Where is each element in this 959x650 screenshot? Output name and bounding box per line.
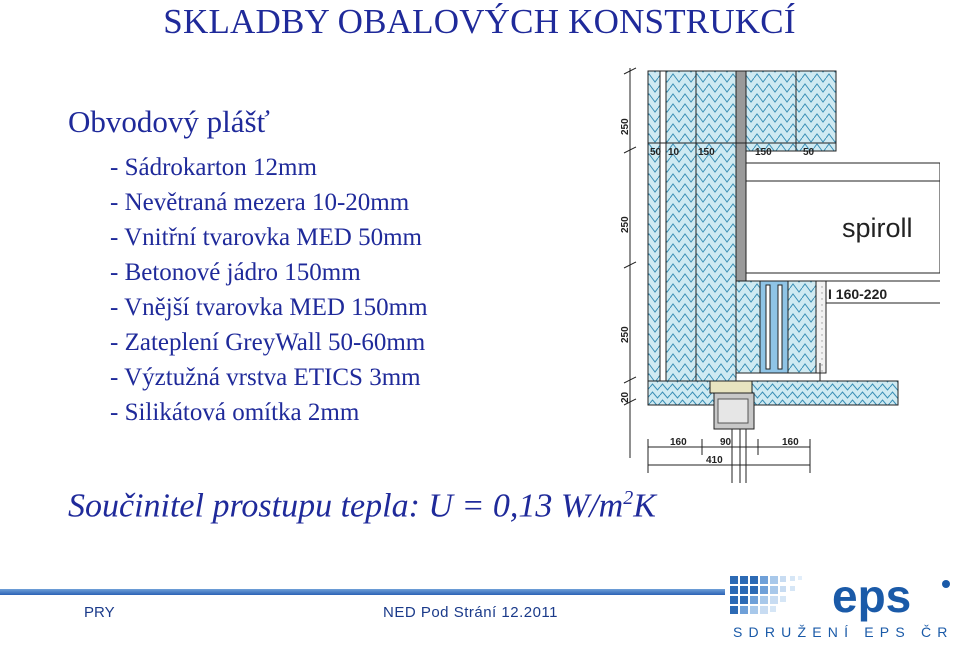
- footer-author: PRY: [84, 604, 115, 621]
- list-item: - Nevětraná mezera 10-20mm: [110, 189, 410, 216]
- list-item: - Výztužná vrstva ETICS 3mm: [110, 364, 421, 391]
- logo-word: eps: [832, 570, 912, 622]
- dim-50a: 50: [650, 147, 662, 158]
- dim-90: 90: [720, 437, 732, 448]
- footer-divider: [0, 589, 725, 595]
- list-item: - Zateplení GreyWall 50-60mm: [110, 329, 426, 356]
- list-item: - Silikátová omítka 2mm: [110, 399, 360, 426]
- dim-10: 10: [668, 147, 680, 158]
- dim-250-mid: 250: [620, 216, 631, 233]
- dim-160a: 160: [670, 437, 687, 448]
- dim-20: 20: [620, 391, 631, 403]
- dim-250-low: 250: [620, 326, 631, 343]
- list-item: - Sádrokarton 12mm: [110, 154, 317, 181]
- logo-tagline: SDRUŽENÍ EPS ČR: [733, 624, 954, 640]
- u-value-text: Součinitel prostupu tepla: U = 0,13 W/m: [68, 487, 624, 525]
- list-item: - Betonové jádro 150mm: [110, 259, 361, 286]
- page-title: SKLADBY OBALOVÝCH KONSTRUKCÍ: [163, 2, 796, 41]
- u-value-superscript: 2: [623, 487, 634, 509]
- beam-label: I 160-220: [828, 286, 888, 302]
- u-value-unit: K: [633, 487, 656, 525]
- logo-dot-grid-icon: [730, 576, 802, 614]
- dim-160b: 160: [782, 437, 799, 448]
- dim-150a: 150: [698, 147, 715, 158]
- list-item: - Vnitřní tvarovka MED 50mm: [110, 224, 422, 251]
- dim-410: 410: [706, 455, 723, 466]
- dim-250-top: 250: [620, 118, 631, 135]
- section-subtitle: Obvodový plášť: [68, 104, 270, 139]
- u-value-statement: [68, 487, 656, 525]
- footer-date: NED Pod Strání 12.2011: [383, 604, 558, 621]
- dim-50b: 50: [803, 147, 815, 158]
- list-item: - Vnější tvarovka MED 150mm: [110, 294, 428, 321]
- layer-list: [98, 150, 428, 430]
- wall-section-drawing: [610, 63, 940, 483]
- dim-150b: 150: [755, 147, 772, 158]
- spiroll-label: spiroll: [842, 213, 913, 243]
- eps-logo: [728, 570, 959, 626]
